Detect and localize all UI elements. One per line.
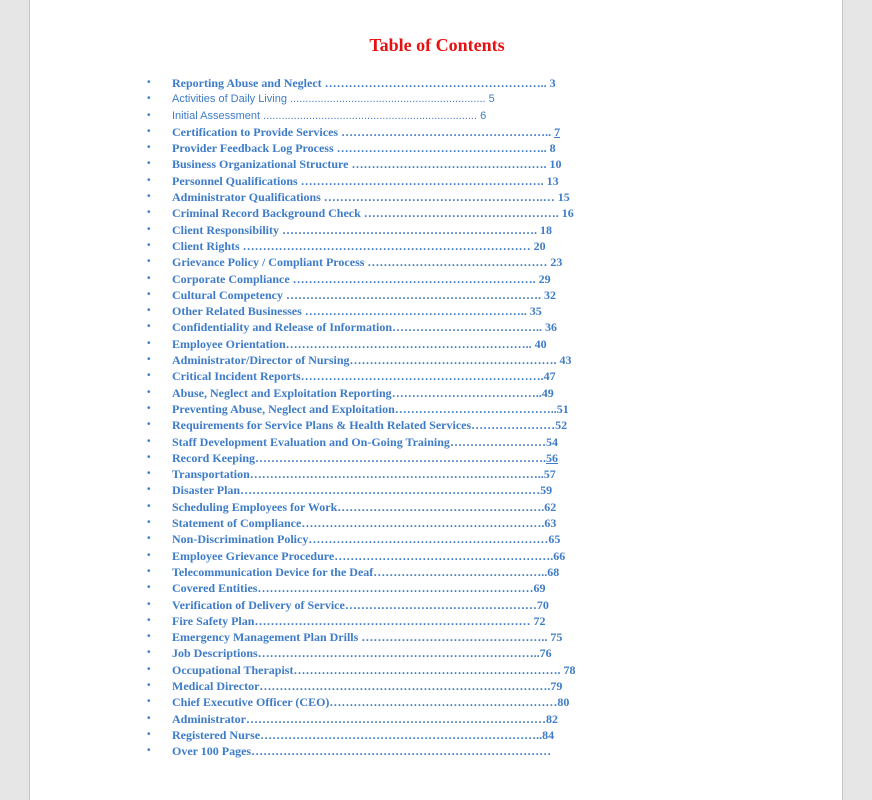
bullet-icon: •: [147, 386, 151, 398]
toc-entry-text: [172, 108, 486, 124]
toc-page-number[interactable]: 62: [544, 499, 557, 514]
toc-page-number[interactable]: 18: [540, 222, 553, 237]
toc-page-number[interactable]: 7: [554, 124, 561, 139]
toc-entry[interactable]: [30, 303, 844, 319]
toc-page-number[interactable]: 20: [533, 238, 546, 253]
toc-dot-leader: ……………………………………………….: [334, 548, 554, 563]
toc-page-number[interactable]: 63: [544, 516, 557, 531]
toc-page-number[interactable]: 49: [541, 385, 554, 400]
toc-entry-text: [172, 711, 558, 727]
toc-entry-label: Administrator: [172, 711, 246, 726]
toc-dot-leader: …………………………………………………….: [301, 516, 545, 531]
toc-page-number[interactable]: 54: [545, 434, 558, 449]
toc-entry[interactable]: [30, 629, 844, 645]
toc-entry-text: [172, 727, 554, 743]
toc-entry[interactable]: [30, 401, 844, 417]
toc-entry-label: Registered Nurse: [172, 727, 261, 742]
toc-entry-text: [172, 613, 545, 629]
toc-page-number[interactable]: 76: [539, 646, 552, 661]
toc-entry-label: Transportation: [172, 467, 250, 482]
toc-entry[interactable]: [30, 173, 844, 189]
toc-dot-leader: …………………………………………….: [349, 353, 560, 368]
toc-page-number[interactable]: 78: [563, 662, 576, 677]
toc-entry[interactable]: [30, 417, 844, 433]
toc-entry[interactable]: [30, 711, 844, 727]
toc-dot-leader: ……………………………………………………………: [254, 613, 534, 628]
toc-page-number[interactable]: 68: [547, 564, 560, 579]
toc-page-number[interactable]: 8: [549, 141, 556, 156]
toc-entry-label: Other Related Businesses: [172, 304, 302, 319]
bullet-icon: •: [147, 191, 151, 203]
toc-page-number[interactable]: 84: [542, 727, 555, 742]
toc-entry-label: Critical Incident Reports: [172, 369, 301, 384]
toc-page-number[interactable]: 43: [559, 353, 572, 368]
toc-dot-leader: ………………………………..: [392, 320, 545, 335]
toc-entry-text: [172, 662, 575, 678]
toc-entry[interactable]: [30, 466, 844, 482]
toc-page-number[interactable]: 57: [543, 467, 556, 482]
bullet-icon: •: [147, 451, 151, 463]
bullet-icon: •: [147, 337, 151, 349]
toc-dot-leader: ......................................................................: [260, 109, 481, 122]
toc-entry-label: Activities of Daily Living: [172, 93, 287, 106]
bullet-icon: •: [147, 77, 151, 88]
toc-dot-leader: ................................................................: [286, 93, 489, 106]
toc-dot-leader: …………………………………………………….: [300, 369, 544, 384]
bullet-icon: •: [147, 272, 151, 284]
toc-entry-text: [172, 238, 546, 254]
toc-entry-label: Employee Grievance Procedure: [172, 548, 335, 563]
toc-entry[interactable]: [30, 482, 844, 498]
bullet-icon: •: [147, 647, 151, 659]
toc-dot-leader: ……………………: [449, 434, 546, 449]
toc-page-number[interactable]: 5: [488, 93, 495, 106]
toc-entry-text: [172, 417, 567, 433]
bullet-icon: •: [147, 288, 151, 300]
toc-dot-leader: ……………………………………………………………….: [259, 678, 551, 693]
toc-entry[interactable]: [30, 140, 844, 156]
toc-entry[interactable]: [30, 222, 844, 238]
bullet-icon: •: [147, 517, 151, 529]
toc-page-number[interactable]: 79: [550, 678, 563, 693]
toc-entry-text: [172, 385, 554, 401]
bullet-icon: •: [147, 663, 151, 675]
toc-entry-label: Medical Director: [172, 678, 260, 693]
bullet-icon: •: [147, 598, 151, 610]
toc-entry-label: Non-Discrimination Policy: [172, 532, 309, 547]
toc-entry[interactable]: [30, 694, 844, 710]
toc-page-number[interactable]: 52: [555, 418, 568, 433]
toc-dot-leader: ……………………………………………………………….: [255, 450, 546, 465]
toc-dot-leader: ………………………………………………..: [321, 76, 550, 90]
toc-entry-text: [172, 499, 556, 515]
toc-entry[interactable]: [30, 319, 844, 335]
toc-entry-label: Confidentiality and Release of Information: [172, 320, 392, 335]
toc-dot-leader: …………………………………………………………………: [240, 483, 541, 498]
bullet-icon: •: [147, 354, 151, 366]
bullet-icon: •: [147, 582, 151, 594]
toc-page-number[interactable]: 65: [548, 532, 561, 547]
toc-page-number[interactable]: 13: [546, 173, 559, 188]
toc-dot-leader: ……………………………………………………………..: [260, 727, 543, 742]
toc-dot-leader: …………………………………………………….: [297, 173, 547, 188]
toc-entry[interactable]: [30, 91, 844, 107]
toc-entry-label: Over 100 Pages: [172, 744, 252, 759]
toc-entry-label: Telecommunication Device for the Deaf: [172, 564, 374, 579]
toc-page-number[interactable]: 35: [529, 304, 542, 319]
toc-entry-text: [172, 287, 556, 303]
toc-entry-text: [172, 515, 556, 531]
toc-page-number[interactable]: 59: [540, 483, 553, 498]
toc-dot-leader: …………………………………..: [394, 401, 557, 416]
toc-entry[interactable]: [30, 336, 844, 352]
toc-dot-leader: ……………………………………………………………..: [257, 646, 540, 661]
toc-dot-leader: ………………………………………: [364, 255, 551, 270]
bullet-icon: •: [147, 125, 151, 137]
toc-entry-text: [172, 597, 549, 613]
toc-entry-text: [172, 629, 562, 645]
toc-page-number[interactable]: 51: [556, 401, 569, 416]
toc-entry[interactable]: [30, 205, 844, 221]
toc-entry-label: Client Responsibility: [172, 222, 280, 237]
toc-entry-label: Certification to Provide Services: [172, 124, 339, 139]
bullet-icon: •: [147, 533, 151, 545]
toc-entry-text: [172, 352, 572, 368]
bullet-icon: •: [147, 419, 151, 431]
toc-dot-leader: …………………………………………: [344, 597, 537, 612]
toc-entry-text: [172, 548, 565, 564]
toc-entry-label: Grievance Policy / Compliant Process: [172, 255, 365, 270]
bullet-icon: •: [147, 679, 151, 691]
toc-page-number[interactable]: 75: [550, 630, 563, 645]
toc-entry-text: [172, 482, 552, 498]
toc-entry[interactable]: [30, 613, 844, 629]
toc-entry-text: [172, 222, 552, 238]
toc-entry-label: Covered Entities: [172, 581, 258, 596]
toc-entry[interactable]: [30, 271, 844, 287]
toc-dot-leader: ………………………………………….: [360, 206, 562, 221]
toc-page-number[interactable]: 40: [534, 336, 547, 351]
toc-entry-label: Employee Orientation: [172, 336, 286, 351]
bullet-icon: •: [147, 631, 151, 643]
toc-entry[interactable]: [30, 385, 844, 401]
bullet-icon: •: [147, 468, 151, 480]
toc-dot-leader: ………………………………………………………………..: [249, 467, 544, 482]
toc-entry[interactable]: [30, 124, 844, 140]
bullet-icon: •: [147, 158, 151, 170]
toc-dot-leader: …………………………………………………: [329, 695, 558, 710]
toc-entry[interactable]: [30, 450, 844, 466]
toc-entry[interactable]: [30, 645, 844, 661]
bullet-icon: •: [147, 93, 151, 105]
toc-dot-leader: ……………………………………………………….: [283, 287, 544, 302]
toc-entry-label: Business Organizational Structure: [172, 157, 349, 172]
bullet-icon: •: [147, 696, 151, 708]
toc-entry[interactable]: [30, 515, 844, 531]
toc-entry[interactable]: [30, 499, 844, 515]
bullet-icon: •: [147, 402, 151, 414]
toc-entry-label: Fire Safety Plan: [172, 613, 255, 628]
toc-dot-leader: ………………………………………….: [348, 157, 550, 172]
bullet-icon: •: [147, 239, 151, 251]
bullet-icon: •: [147, 223, 151, 235]
toc-entry-label: Disaster Plan: [172, 483, 241, 498]
bullet-icon: •: [147, 256, 151, 268]
toc-dot-leader: ……………………………………………….…: [320, 190, 558, 205]
toc-page-number[interactable]: 56: [546, 450, 558, 465]
toc-entry[interactable]: [30, 564, 844, 580]
toc-page-number[interactable]: 6: [480, 109, 487, 122]
toc-entry[interactable]: [30, 434, 844, 450]
bullet-icon: •: [147, 370, 151, 382]
toc-entry-label: Client Rights: [172, 238, 240, 253]
toc-entry[interactable]: [30, 352, 844, 368]
toc-dot-leader: ………………………………………………………….: [293, 662, 564, 677]
document-page: [29, 0, 843, 800]
toc-entry-text: [172, 140, 556, 156]
toc-dot-leader: …………………………………………….: [337, 499, 545, 514]
toc-entry-text: [172, 678, 562, 694]
toc-page-number[interactable]: 82: [546, 711, 558, 726]
toc-entry-text: [172, 450, 558, 466]
toc-entry-text: [172, 205, 574, 221]
toc-entry-text: [172, 466, 556, 482]
toc-entry-text: [172, 91, 495, 107]
bullet-icon: •: [147, 549, 151, 561]
toc-entry-text: [172, 401, 569, 417]
bullet-icon: •: [147, 109, 151, 121]
toc-entry-text: [172, 124, 560, 140]
toc-dot-leader: ……………………………………………………….: [279, 222, 541, 237]
toc-entry-label: Verification of Delivery of Service: [172, 597, 345, 612]
toc-entry-label: Record Keeping: [172, 450, 255, 465]
toc-entry[interactable]: [30, 156, 844, 172]
toc-page-number[interactable]: 16: [561, 206, 574, 221]
toc-dot-leader: …………………………………………………….: [289, 271, 539, 286]
toc-dot-leader: ……………………………………………..: [338, 124, 555, 139]
bullet-icon: •: [147, 745, 151, 757]
toc-page-number[interactable]: 72: [533, 613, 546, 628]
toc-page-number[interactable]: 66: [553, 548, 566, 563]
toc-entry[interactable]: [30, 662, 844, 678]
toc-entry-label: Personnel Qualifications: [172, 173, 298, 188]
bullet-icon: •: [147, 142, 151, 154]
toc-page-number[interactable]: 3: [549, 76, 556, 90]
toc-dot-leader: ………………………………..: [391, 385, 542, 400]
toc-entry[interactable]: [30, 368, 844, 384]
toc-entry[interactable]: [30, 189, 844, 205]
toc-page-number[interactable]: 80: [557, 695, 570, 710]
toc-entry-label: Cultural Competency: [172, 287, 283, 302]
bullet-icon: •: [147, 712, 151, 724]
toc-entry-text: [172, 336, 547, 352]
bullet-icon: •: [147, 321, 151, 333]
bullet-icon: •: [147, 305, 151, 317]
toc-dot-leader: ……………………………………..: [373, 564, 548, 579]
table-of-contents: [30, 75, 844, 759]
toc-dot-leader: …………………………………………………………………: [251, 744, 552, 759]
toc-entry-label: Scheduling Employees for Work: [172, 499, 338, 514]
toc-entry-label: Statement of Compliance: [172, 516, 302, 531]
toc-page-number[interactable]: 36: [545, 320, 557, 335]
toc-entry-text: [172, 75, 556, 91]
toc-entry[interactable]: [30, 597, 844, 613]
toc-entry[interactable]: [30, 548, 844, 564]
toc-page-number[interactable]: 70: [536, 597, 549, 612]
toc-entry[interactable]: [30, 678, 844, 694]
toc-dot-leader: …………………: [471, 418, 556, 433]
toc-entry-label: Abuse, Neglect and Exploitation Reporting: [172, 385, 392, 400]
toc-entry-text: [172, 434, 558, 450]
toc-entry-text: [172, 645, 552, 661]
toc-entry-label: Emergency Management Plan Drills: [172, 630, 359, 645]
toc-entry-label: Administrator Qualifications: [172, 190, 321, 205]
toc-entry[interactable]: [30, 254, 844, 270]
toc-dot-leader: ……………………………………………………: [308, 532, 549, 547]
bullet-icon: •: [147, 614, 151, 626]
toc-entry-text: [172, 156, 561, 172]
toc-dot-leader: ……………………………………………………………: [257, 581, 534, 596]
toc-entry[interactable]: [30, 580, 844, 596]
toc-dot-leader: ……………………………………………………..: [285, 336, 535, 351]
toc-entry-label: Job Descriptions: [172, 646, 258, 661]
bullet-icon: •: [147, 207, 151, 219]
toc-entry-label: Requirements for Service Plans & Health Related Services: [172, 418, 472, 433]
bullet-icon: •: [147, 435, 151, 447]
toc-entry-label: Occupational Therapist: [172, 662, 294, 677]
toc-entry-text: [172, 694, 569, 710]
toc-entry-text: [172, 189, 570, 205]
toc-dot-leader: ………………………………………………………………: [239, 238, 534, 253]
toc-entry[interactable]: [30, 531, 844, 547]
toc-entry-text: [172, 303, 542, 319]
toc-entry[interactable]: [30, 108, 844, 124]
page-title: Table of Contents: [369, 35, 505, 55]
toc-page-number[interactable]: 29: [538, 271, 551, 286]
toc-entry-label: Preventing Abuse, Neglect and Exploitation: [172, 401, 395, 416]
toc-entry-label: Staff Development Evaluation and On-Going Training: [172, 434, 450, 449]
toc-entry-text: [172, 254, 562, 270]
toc-entry[interactable]: [30, 727, 844, 743]
toc-entry-label: Provider Feedback Log Process: [172, 141, 334, 156]
toc-entry-text: [172, 173, 559, 189]
toc-entry-label: Corporate Compliance: [172, 271, 290, 286]
toc-entry-label: Initial Assessment: [172, 109, 261, 122]
toc-dot-leader: ……………………………………………..: [333, 141, 550, 156]
toc-entry-text: [172, 271, 551, 287]
toc-page-number[interactable]: 15: [557, 190, 570, 205]
bullet-icon: •: [147, 174, 151, 186]
toc-entry-label: Criminal Record Background Check: [172, 206, 361, 221]
toc-page-number[interactable]: 69: [533, 581, 546, 596]
toc-entry[interactable]: [30, 75, 844, 91]
bullet-icon: •: [147, 500, 151, 512]
toc-page-number[interactable]: 10: [549, 157, 562, 172]
bullet-icon: •: [147, 565, 151, 577]
toc-dot-leader: …………………………………………………………………: [246, 711, 546, 726]
toc-entry-label: Chief Executive Officer (CEO): [172, 695, 330, 710]
toc-entry[interactable]: [30, 238, 844, 254]
toc-entry-label: Reporting Abuse and Neglect: [172, 76, 322, 90]
toc-entry-text: [172, 531, 560, 547]
toc-page-number[interactable]: 47: [543, 369, 556, 384]
toc-entry-text: [172, 564, 559, 580]
bullet-icon: •: [147, 484, 151, 496]
toc-entry[interactable]: [30, 743, 844, 759]
toc-entry-text: [172, 319, 557, 335]
toc-page-number[interactable]: 32: [544, 287, 556, 302]
toc-entry-text: [172, 368, 556, 384]
bullet-icon: •: [147, 728, 151, 740]
toc-entry-text: [172, 743, 551, 759]
toc-dot-leader: ………………………………………..: [358, 630, 551, 645]
toc-entry-text: [172, 580, 545, 596]
toc-page-number[interactable]: 23: [550, 255, 563, 270]
toc-entry[interactable]: [30, 287, 844, 303]
toc-dot-leader: ………………………………………………..: [301, 304, 530, 319]
toc-entry-label: Administrator/Director of Nursing: [172, 353, 350, 368]
